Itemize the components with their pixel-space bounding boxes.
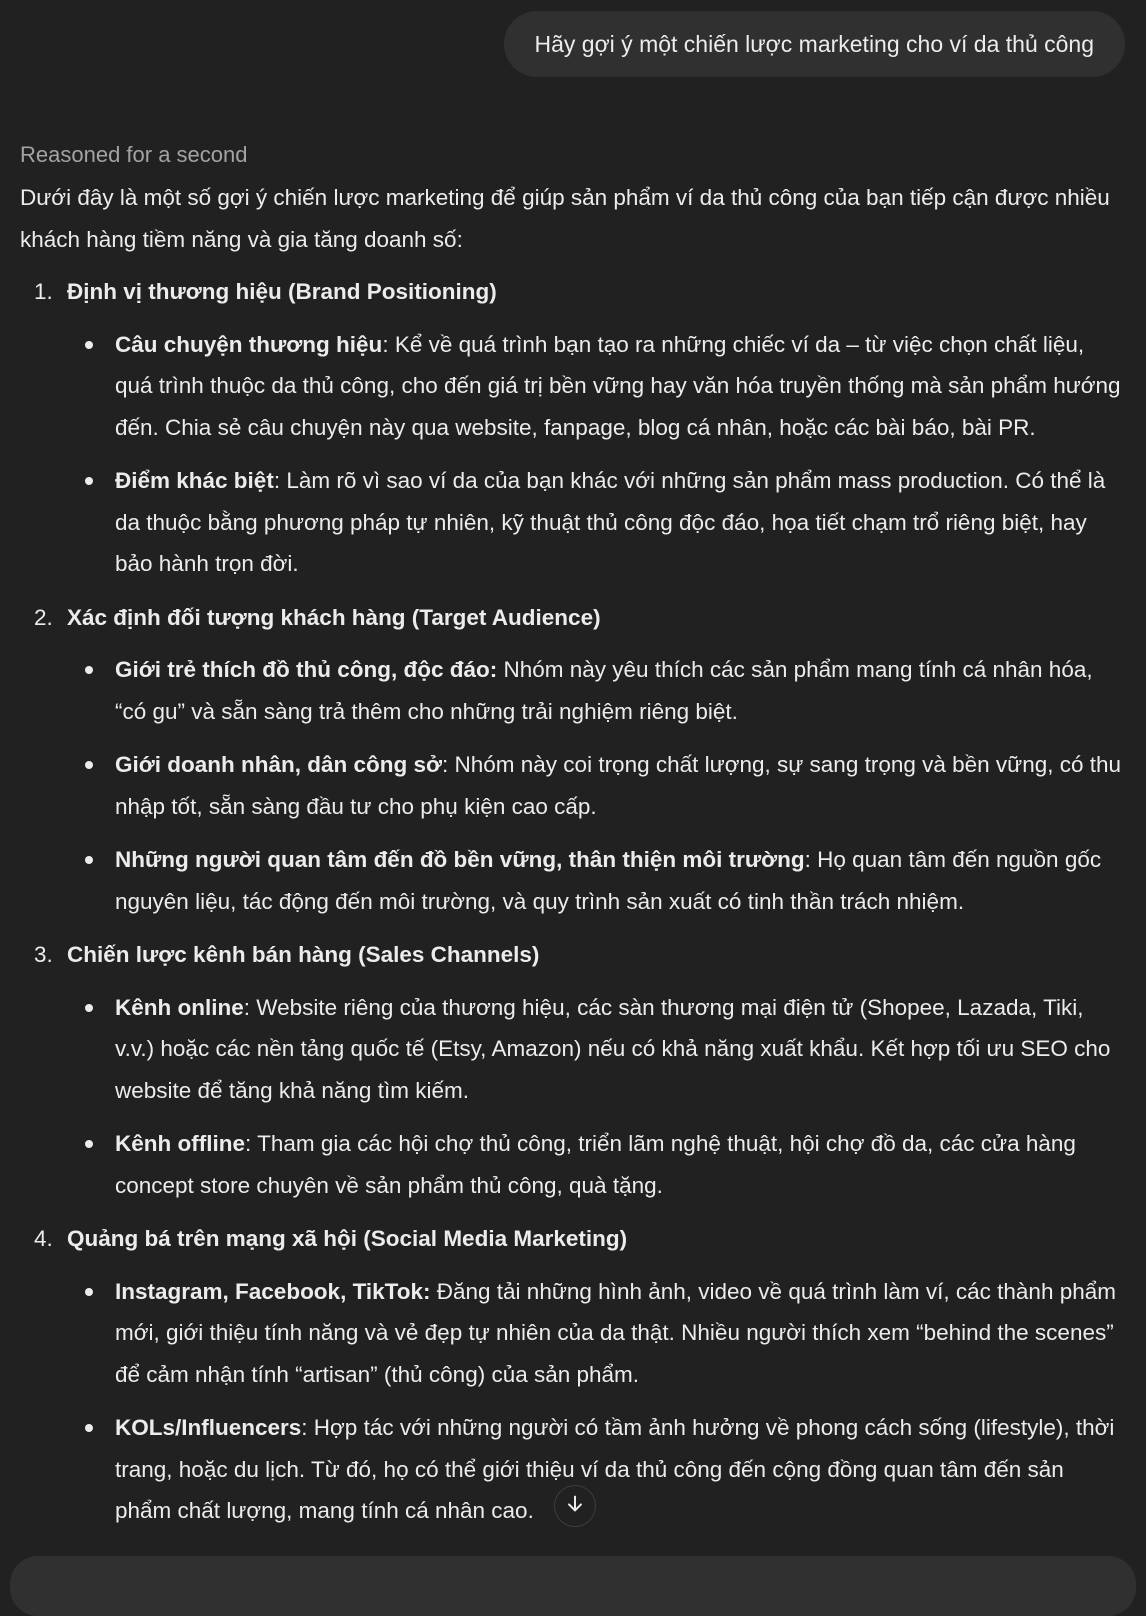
list-item-term: Kênh online	[115, 994, 244, 1020]
list-item-term: Giới doanh nhân, dân công sở	[115, 752, 442, 777]
list-item-text: : Làm rõ vì sao ví da của bạn khác với những sản phẩm mass production. Có thể là da thuộc bằng phương pháp tự nhiên, kỹ thuật thủ công độc đáo, họa tiết chạm trổ riêng biệt, hay bảo hành trọn đời.	[115, 468, 1106, 576]
list-item-text: : Tham gia các hội chợ thủ công, triển lãm nghệ thuật, hội chợ đồ da, các cửa hàng concept store chuyên về sản phẩm thủ công, quà tặng.	[115, 1131, 1076, 1198]
list-item	[20, 839, 1126, 922]
section-title: Chiến lược kênh bán hàng (Sales Channels)	[67, 942, 540, 967]
bullet-dot-icon	[85, 1004, 93, 1012]
list-item	[20, 649, 1126, 732]
bullet-dot-icon	[85, 666, 93, 674]
arrow-down-icon	[564, 1493, 586, 1520]
bullet-dot-icon	[85, 856, 93, 864]
bullet-dot-icon	[85, 1288, 93, 1296]
list-item-term: Điểm khác biệt	[115, 468, 274, 493]
list-item-text: Nhóm này yêu thích các sản phẩm mang tính cá nhân hóa, “có gu” và sẵn sàng trả thêm cho những trải nghiệm riêng biệt.	[115, 657, 1093, 724]
message-composer[interactable]	[10, 1556, 1136, 1616]
reasoning-toggle[interactable]: Reasoned for a second	[20, 142, 248, 167]
section-title: Định vị thương hiệu (Brand Positioning)	[67, 279, 497, 304]
list-item	[20, 1123, 1126, 1206]
list-item-text: : Nhóm này coi trọng chất lượng, sự sang trọng và bền vững, có thu nhập tốt, sẵn sàng đầu tư cho phụ kiện cao cấp.	[115, 752, 1122, 819]
assistant-message	[20, 177, 1126, 1544]
list-item-text: Đăng tải những hình ảnh, video về quá trình làm ví, các thành phẩm mới, giới thiệu tính năng và vẻ đẹp tự nhiên của da thật. Nhiều người thích xem “behind the scenes” để cảm nhận tính “artisan” (thủ công) của sản phẩm.	[115, 1278, 1116, 1387]
bullet-dot-icon	[85, 477, 93, 485]
list-item-term: Những người quan tâm đến đồ bền vững, thân thiện môi trường	[115, 847, 805, 872]
section-heading	[20, 1218, 1126, 1260]
bullet-dot-icon	[85, 341, 93, 349]
list-item-term: Kênh offline	[115, 1131, 245, 1156]
section-heading	[20, 271, 1126, 313]
list-item-term: Câu chuyện thương hiệu	[115, 331, 383, 357]
list-item	[20, 460, 1126, 585]
list-item	[20, 744, 1126, 827]
section-number: 1.	[34, 279, 53, 304]
section-heading	[20, 934, 1126, 976]
scroll-to-bottom-button[interactable]	[554, 1485, 596, 1527]
list-item	[20, 987, 1126, 1112]
answer-section	[20, 597, 1126, 923]
list-item-text: : Họ quan tâm đến nguồn gốc nguyên liệu, tác động đến môi trường, và quy trình sản xuất có tinh thần trách nhiệm.	[115, 847, 1102, 914]
section-title: Quảng bá trên mạng xã hội (Social Media Marketing)	[67, 1226, 628, 1251]
bullet-dot-icon	[85, 761, 93, 769]
list-item-term: Instagram, Facebook, TikTok:	[115, 1278, 431, 1304]
list-item-term: Giới trẻ thích đồ thủ công, độc đáo:	[115, 657, 498, 682]
user-message-bubble	[504, 11, 1125, 77]
list-item-term: KOLs/Influencers	[115, 1415, 302, 1440]
answer-intro: Dưới đây là một số gợi ý chiến lược marketing để giúp sản phẩm ví da thủ công của bạn tiếp cận được nhiều khách hàng tiềm năng và gia tăng doanh số:	[20, 185, 1110, 252]
list-item-text: : Website riêng của thương hiệu, các sàn thương mại điện tử (Shopee, Lazada, Tiki, v.v.) hoặc các nền tảng quốc tế (Etsy, Amazon) nếu có khả năng xuất khẩu. Kết hợp tối ưu SEO cho website để tăng khả năng tìm kiếm.	[115, 994, 1111, 1103]
list-item-text: : Hợp tác với những người có tầm ảnh hưởng về phong cách sống (lifestyle), thời trang, hoặc du lịch. Từ đó, họ có thể giới thiệu ví da thủ công đến cộng đồng quan tâm đến sản phẩm chất lượng, mang tính cá nhân cao.	[115, 1415, 1115, 1523]
list-item	[20, 324, 1126, 449]
user-message-text: Hãy gợi ý một chiến lược marketing cho ví da thủ công	[534, 30, 1094, 57]
bullet-dot-icon	[85, 1424, 93, 1432]
answer-sections	[20, 271, 1126, 1532]
section-number: 3.	[34, 942, 53, 967]
answer-section	[20, 934, 1126, 1206]
list-item	[20, 1271, 1126, 1396]
section-number: 4.	[34, 1226, 53, 1251]
list-item-text: : Kể về quá trình bạn tạo ra những chiếc ví da – từ việc chọn chất liệu, quá trình thuộc da thủ công, cho đến giá trị bền vững hay văn hóa truyền thống mà sản phẩm hướng đến. Chia sẻ câu chuyện này qua website, fanpage, blog cá nhân, hoặc các bài báo, bài PR.	[115, 331, 1121, 440]
section-title: Xác định đối tượng khách hàng (Target Audience)	[67, 604, 601, 630]
answer-section	[20, 271, 1126, 585]
section-number: 2.	[34, 604, 53, 630]
section-heading	[20, 597, 1126, 639]
bullet-dot-icon	[85, 1140, 93, 1148]
